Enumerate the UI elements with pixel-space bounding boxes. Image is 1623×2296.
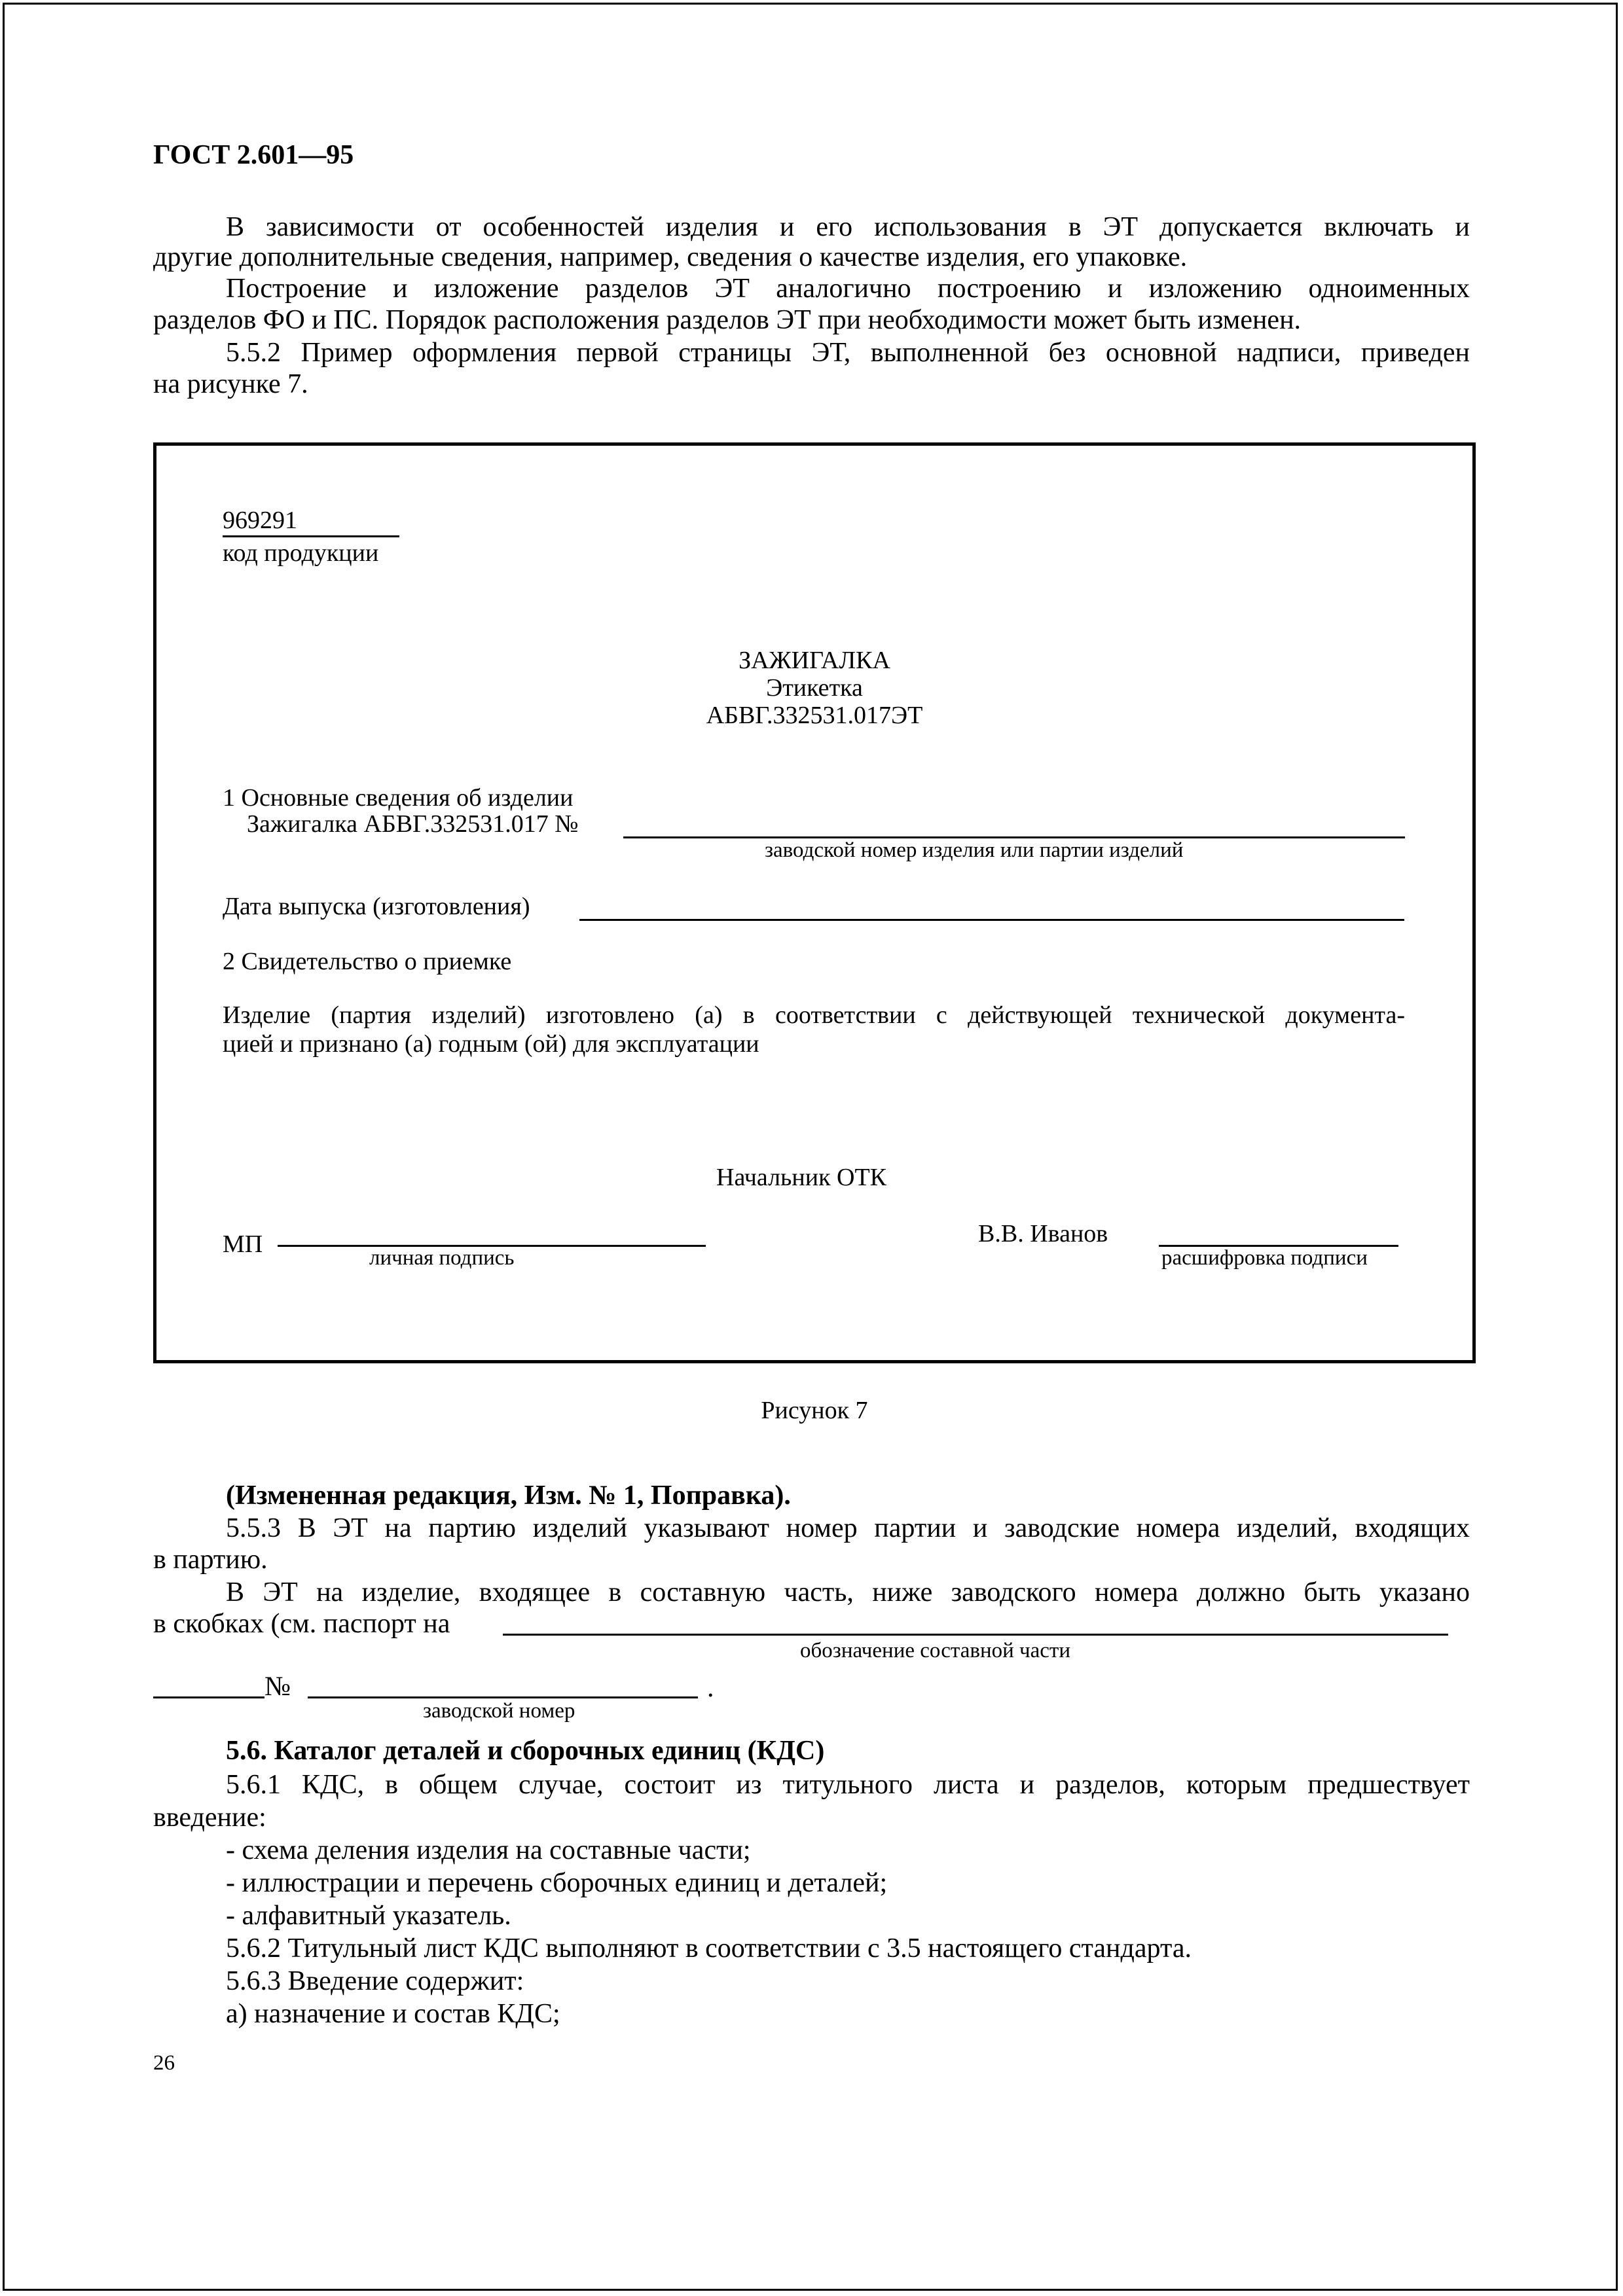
intro-paragraph-1-line-2: другие дополнительные сведения, например, сведения о качестве изделия, его упаковке. xyxy=(153,242,1188,272)
serial-number-caption: заводской номер изделия или партии изделий xyxy=(765,838,1184,862)
component-paragraph-line-1: В ЭТ на изделие, входящее в составную часть, ниже заводского номера должно быть указано xyxy=(226,1577,1470,1607)
amendment-note: (Измененная редакция, Изм. № 1, Поправка). xyxy=(226,1480,791,1511)
factory-number-field xyxy=(308,1696,698,1698)
signature-decode-caption: расшифровка подписи xyxy=(1161,1246,1368,1270)
acceptance-text-line-1: Изделие (партия изделий) изготовлено (а) в соответствии с действующей технической документа- xyxy=(223,1001,1405,1029)
product-code-underline xyxy=(223,535,399,537)
document-code: ГОСТ 2.601—95 xyxy=(153,140,354,170)
figure-document-type: Этикетка xyxy=(766,674,863,702)
paragraph-5-5-2-line-1: 5.5.2 Пример оформления первой страницы ЭТ, выполненной без основной надписи, приведен xyxy=(226,338,1470,368)
number-sign: № xyxy=(264,1672,291,1702)
batch-field xyxy=(153,1696,264,1698)
figure-caption: Рисунок 7 xyxy=(761,1397,868,1424)
paragraph-5-6-3: 5.6.3 Введение содержит: xyxy=(226,1966,524,1996)
list-item-a: а) назначение и состав КДС; xyxy=(226,1999,560,2029)
component-designation-field xyxy=(503,1634,1448,1636)
signature-caption: личная подпись xyxy=(369,1246,515,1270)
intro-paragraph-2-line-2: разделов ФО и ПС. Порядок расположения разделов ЭТ при необходимости может быть изменен. xyxy=(153,305,1302,335)
list-item-1: - схема деления изделия на составные части; xyxy=(226,1835,751,1865)
trailing-dot: . xyxy=(707,1673,714,1703)
figure-designation: АБВГ.332531.017ЭТ xyxy=(706,702,923,729)
product-code-value: 969291 xyxy=(223,507,297,534)
section-5-6-heading: 5.6. Каталог деталей и сборочных единиц (КДС) xyxy=(226,1736,825,1766)
paragraph-5-6-2: 5.6.2 Титульный лист КДС выполняют в соответствии с 3.5 настоящего стандарта. xyxy=(226,1933,1192,1964)
release-date-field xyxy=(579,919,1404,921)
release-date-label: Дата выпуска (изготовления) xyxy=(223,893,530,920)
intro-paragraph-1-line-1: В зависимости от особенностей изделия и его использования в ЭТ допускается включать и xyxy=(226,212,1470,242)
signer-name: В.В. Иванов xyxy=(978,1220,1108,1247)
section-1-heading: 1 Основные сведения об изделии xyxy=(223,784,574,812)
acceptance-text-line-2: цией и признано (а) годным (ой) для эксплуатации xyxy=(223,1030,759,1058)
paragraph-5-5-3-line-2: в партию. xyxy=(153,1545,268,1575)
stamp-label: МП xyxy=(223,1230,263,1258)
factory-number-caption: заводской номер xyxy=(423,1699,575,1723)
intro-paragraph-2-line-1: Построение и изложение разделов ЭТ аналогично построению и изложению одноименных xyxy=(226,274,1470,304)
qc-head-title: Начальник ОТК xyxy=(716,1164,887,1191)
paragraph-5-5-3-line-1: 5.5.3 В ЭТ на партию изделий указывают номер партии и заводские номера изделий, входящих xyxy=(226,1513,1470,1543)
paragraph-5-5-2-line-2: на рисунке 7. xyxy=(153,369,308,399)
figure-product-title: ЗАЖИГАЛКА xyxy=(739,647,890,674)
item-designation-line: Зажигалка АБВГ.332531.017 № xyxy=(247,810,579,838)
paragraph-5-6-1-line-1: 5.6.1 КДС, в общем случае, состоит из титульного листа и разделов, которым предшествует xyxy=(226,1770,1470,1800)
list-item-3: - алфавитный указатель. xyxy=(226,1901,511,1931)
page-number: 26 xyxy=(153,2051,175,2075)
paragraph-5-6-1-line-2: введение: xyxy=(153,1803,266,1833)
product-code-label: код продукции xyxy=(223,539,379,567)
section-2-heading: 2 Свидетельство о приемке xyxy=(223,948,512,975)
component-designation-caption: обозначение составной части xyxy=(800,1639,1070,1662)
component-paragraph-line-2: в скобках (см. паспорт на xyxy=(153,1609,450,1639)
list-item-2: - иллюстрации и перечень сборочных единиц и деталей; xyxy=(226,1868,888,1898)
